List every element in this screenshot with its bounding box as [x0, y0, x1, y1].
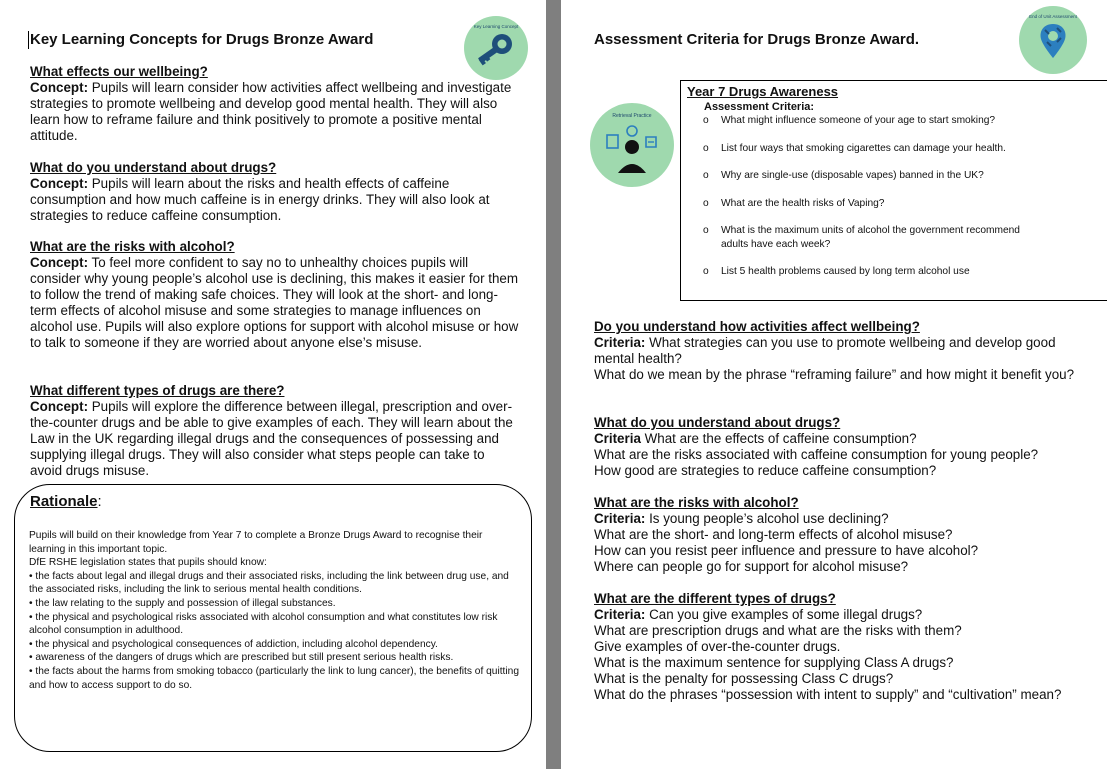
rationale-box: [14, 484, 532, 752]
criteria-item: o What are the health risks of Vaping?: [703, 198, 885, 209]
concept-text: Pupils will learn consider how activities affect wellbeing and investigate strategies to promote wellbeing and develop good mental health. They will also learn how to reframe failure and think positively to promote a positive mental attitude.: [30, 80, 512, 143]
rationale-line: • the facts about the harms from smoking tobacco (particularly the link to lung cancer), the benefits of quitting and how to access support to do so.: [29, 665, 519, 691]
criteria-line: How can you resist peer influence and pressure to have alcohol?: [594, 543, 979, 558]
section-heading: What do you understand about drugs?: [594, 415, 841, 430]
criteria-line: What are the risks associated with caffeine consumption for young people?: [594, 447, 1039, 462]
right-page: [561, 0, 1107, 769]
concept-text: Pupils will learn about the risks and health effects of caffeine consumption and how much caffeine is in energy drinks. They will also look at strategies to reduce caffeine consumption.: [30, 176, 490, 223]
criteria-item: o Why are single-use (disposable vapes) banned in the UK?: [703, 170, 984, 181]
criteria-line: Is young people’s alcohol use declining?: [645, 511, 889, 526]
rationale-line: • the facts about legal and illegal drugs and their associated risks, including the link between drug use, and the associated risks, including the link to serious mental health conditions.: [29, 570, 509, 596]
assessment-criteria-box: [680, 80, 1107, 301]
criteria-item: o List 5 health problems caused by long term alcohol use: [703, 266, 970, 277]
criteria-line: What are the effects of caffeine consumption?: [640, 431, 917, 446]
page-divider: [546, 0, 561, 769]
rationale-line: DfE RSHE legislation states that pupils should know:: [29, 557, 267, 569]
text-cursor: [28, 31, 29, 49]
map-pin-icon: [1019, 6, 1087, 74]
criteria-line: What are prescription drugs and what are the risks with them?: [594, 623, 962, 638]
concept-label: Concept:: [30, 255, 89, 270]
criteria-line: What are the short- and long-term effects of alcohol misuse?: [594, 527, 953, 542]
badge-text: End of Unit Assessment: [1029, 14, 1077, 19]
criteria-line: What do the phrases “possession with intent to supply” and “cultivation” mean?: [594, 687, 1062, 702]
rationale-line: • the physical and psychological consequences of addiction, including alcohol dependency.: [29, 638, 438, 650]
concept-section-wellbeing: [30, 64, 520, 144]
criteria-box-title: Year 7 Drugs Awareness: [687, 84, 839, 99]
section-heading: What do you understand about drugs?: [30, 160, 277, 175]
criteria-box-subtitle: Assessment Criteria:: [704, 101, 815, 113]
rationale-line: Pupils will build on their knowledge from Year 7 to complete a Bronze Drugs Award to recognise their learning in this important topic.: [29, 530, 483, 555]
criteria-label: Criteria: [594, 431, 641, 446]
criteria-line: What is the maximum sentence for supplying Class A drugs?: [594, 655, 954, 670]
criteria-label: Criteria:: [594, 607, 646, 622]
rationale-line: • the law relating to the supply and possession of illegal substances.: [29, 597, 336, 609]
section-heading: What different types of drugs are there?: [30, 383, 285, 398]
concept-section-drug-types: [30, 383, 520, 479]
section-heading: Do you understand how activities affect wellbeing?: [594, 319, 920, 334]
end-of-unit-assessment-badge: [1019, 6, 1087, 74]
section-heading: What are the different types of drugs?: [594, 591, 836, 606]
criteria-section-alcohol: [594, 495, 1084, 575]
criteria-section-drug-types: [594, 591, 1084, 703]
criteria-line: Where can people go for support for alcohol misuse?: [594, 559, 909, 574]
concept-label: Concept:: [30, 80, 89, 95]
criteria-label: Criteria:: [594, 511, 646, 526]
criteria-section-drugs: [594, 415, 1084, 479]
right-page-title: Assessment Criteria for Drugs Bronze Award.: [594, 31, 920, 48]
badge-text: Retrieval Practice: [612, 113, 652, 119]
badge-text: Key Learning Concept: [473, 24, 519, 29]
criteria-line: How good are strategies to reduce caffeine consumption?: [594, 463, 937, 478]
concept-text: To feel more confident to say no to unhealthy choices pupils will consider why young people’s alcohol use is declining, this makes it easier for them to follow the trend of making safe choices. They will look at the short- and long-term effects of alcohol misuse and some strategies to manage influences on alcohol use. Pupils will also explore options for support with alcohol misuse or how to talk to someone if they are worried about anyone else’s misuse.: [30, 255, 519, 350]
criteria-item: o What is the maximum units of alcohol the government recommend adults have each week?: [703, 225, 1020, 250]
person-with-documents-icon: [590, 103, 674, 187]
retrieval-practice-badge: [590, 103, 674, 187]
concept-label: Concept:: [30, 399, 89, 414]
rationale-line: • the physical and psychological risks associated with alcohol consumption and what constitutes low risk alcohol consumption in adulthood.: [29, 611, 498, 637]
rationale-line: • awareness of the dangers of drugs which are prescribed but still present serious health risks.: [29, 652, 454, 664]
criteria-item: o List four ways that smoking cigarettes can damage your health.: [703, 143, 1006, 154]
criteria-line: What is the penalty for possessing Class C drugs?: [594, 671, 894, 686]
concept-label: Concept:: [30, 176, 89, 191]
concept-section-alcohol: [30, 239, 520, 351]
section-heading: What are the risks with alcohol?: [30, 239, 235, 254]
rationale-body: [29, 529, 519, 692]
criteria-line: Give examples of over-the-counter drugs.: [594, 639, 841, 654]
section-heading: What effects our wellbeing?: [30, 64, 208, 79]
left-page: [0, 0, 546, 769]
left-page-title: Key Learning Concepts for Drugs Bronze Award: [30, 31, 374, 48]
criteria-line: What do we mean by the phrase “reframing failure” and how might it benefit you?: [594, 367, 1075, 382]
criteria-line: Can you give examples of some illegal drugs?: [645, 607, 923, 622]
concept-section-drugs: [30, 160, 520, 224]
criteria-item: o What might influence someone of your age to start smoking?: [703, 115, 996, 126]
criteria-section-wellbeing: [594, 319, 1084, 383]
section-heading: What are the risks with alcohol?: [594, 495, 799, 510]
criteria-label: Criteria:: [594, 335, 646, 350]
rationale-title: Rationale:: [30, 493, 102, 510]
criteria-line: What strategies can you use to promote wellbeing and develop good mental health?: [594, 335, 1056, 366]
concept-text: Pupils will explore the difference between illegal, prescription and over-the-counter drugs and be able to give examples of each. They will learn about the Law in the UK regarding illegal drugs and the consequences of possessing and supplying illegal drugs. They will also consider what steps people can take to avoid drugs misuse.: [30, 399, 513, 478]
